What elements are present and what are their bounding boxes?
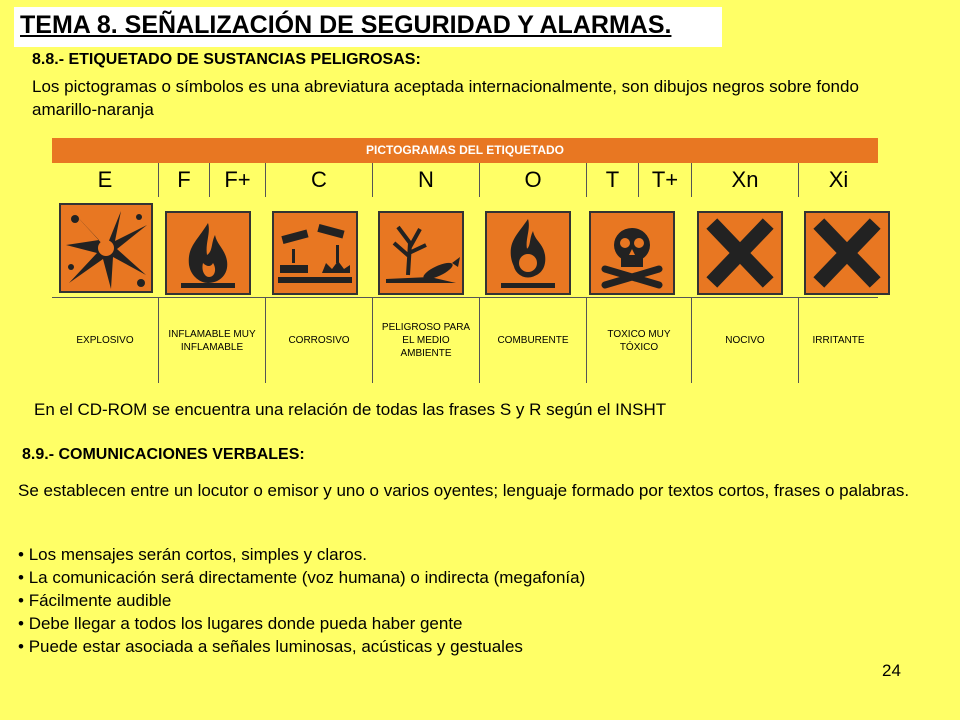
intro-paragraph: Los pictogramas o símbolos es una abreviatura aceptada internacionalmente, son dibujos negros sobre fondo amarillo-naranja — [32, 77, 859, 119]
list-item: • Los mensajes serán cortos, simples y claros. — [18, 545, 367, 564]
symbol-cell: F — [159, 163, 210, 197]
section-heading-labelling: 8.8.- ETIQUETADO DE SUSTANCIAS PELIGROSAS: — [32, 51, 421, 68]
skull-crossbones-icon — [589, 211, 675, 295]
cdrom-note: En el CD-ROM se encuentra una relación de todas las frases S y R según el INSHT — [34, 400, 667, 419]
cross-icon — [804, 211, 890, 295]
environment-icon — [378, 211, 464, 295]
page-number: 24 — [882, 661, 901, 680]
flame-over-circle-icon — [485, 211, 571, 295]
symbol-cell: Xi — [828, 167, 849, 192]
page-title: TEMA 8. SEÑALIZACIÓN DE SEGURIDAD Y ALARMAS. — [20, 11, 672, 39]
symbol-cell: T+ — [639, 163, 692, 197]
symbol-cell: C — [266, 163, 373, 197]
label-cell: TOXICO MUY TÓXICO — [587, 298, 692, 383]
cross-icon — [697, 211, 783, 295]
table-header: PICTOGRAMAS DEL ETIQUETADO — [52, 138, 878, 163]
symbol-cell: T — [587, 163, 639, 197]
label-cell: INFLAMABLE MUY INFLAMABLE — [159, 298, 266, 383]
label-cell: IRRITANTE — [812, 335, 865, 346]
bullet-list — [18, 543, 585, 658]
list-item: • Fácilmente audible — [18, 591, 172, 610]
pictogram-table — [52, 138, 878, 382]
symbol-cell: O — [480, 163, 587, 197]
corrosion-icon — [272, 211, 358, 295]
flame-icon — [165, 211, 251, 295]
explosion-icon — [59, 203, 153, 293]
symbol-cell: F+ — [210, 163, 266, 197]
symbol-cell: N — [373, 163, 480, 197]
label-cell: CORROSIVO — [266, 298, 373, 383]
label-cell: NOCIVO — [692, 298, 799, 383]
section-heading-verbal: 8.9.- COMUNICACIONES VERBALES: — [22, 446, 305, 463]
pictogram-row — [52, 197, 878, 297]
list-item: • Debe llegar a todos los lugares donde pueda haber gente — [18, 614, 463, 633]
symbol-cell: E — [52, 163, 159, 197]
symbol-row — [52, 163, 878, 197]
label-cell: COMBURENTE — [480, 298, 587, 383]
label-cell: PELIGROSO PARA EL MEDIO AMBIENTE — [373, 298, 480, 383]
label-cell: EXPLOSIVO — [52, 298, 159, 383]
list-item: • Puede estar asociada a señales luminosas, acústicas y gestuales — [18, 637, 523, 656]
symbol-cell: Xn — [692, 163, 799, 197]
label-row — [52, 297, 878, 383]
verbal-paragraph: Se establecen entre un locutor o emisor y uno o varios oyentes; lenguaje formado por textos cortos, frases o palabras. — [18, 481, 910, 500]
list-item: • La comunicación será directamente (voz humana) o indirecta (megafonía) — [18, 568, 586, 587]
